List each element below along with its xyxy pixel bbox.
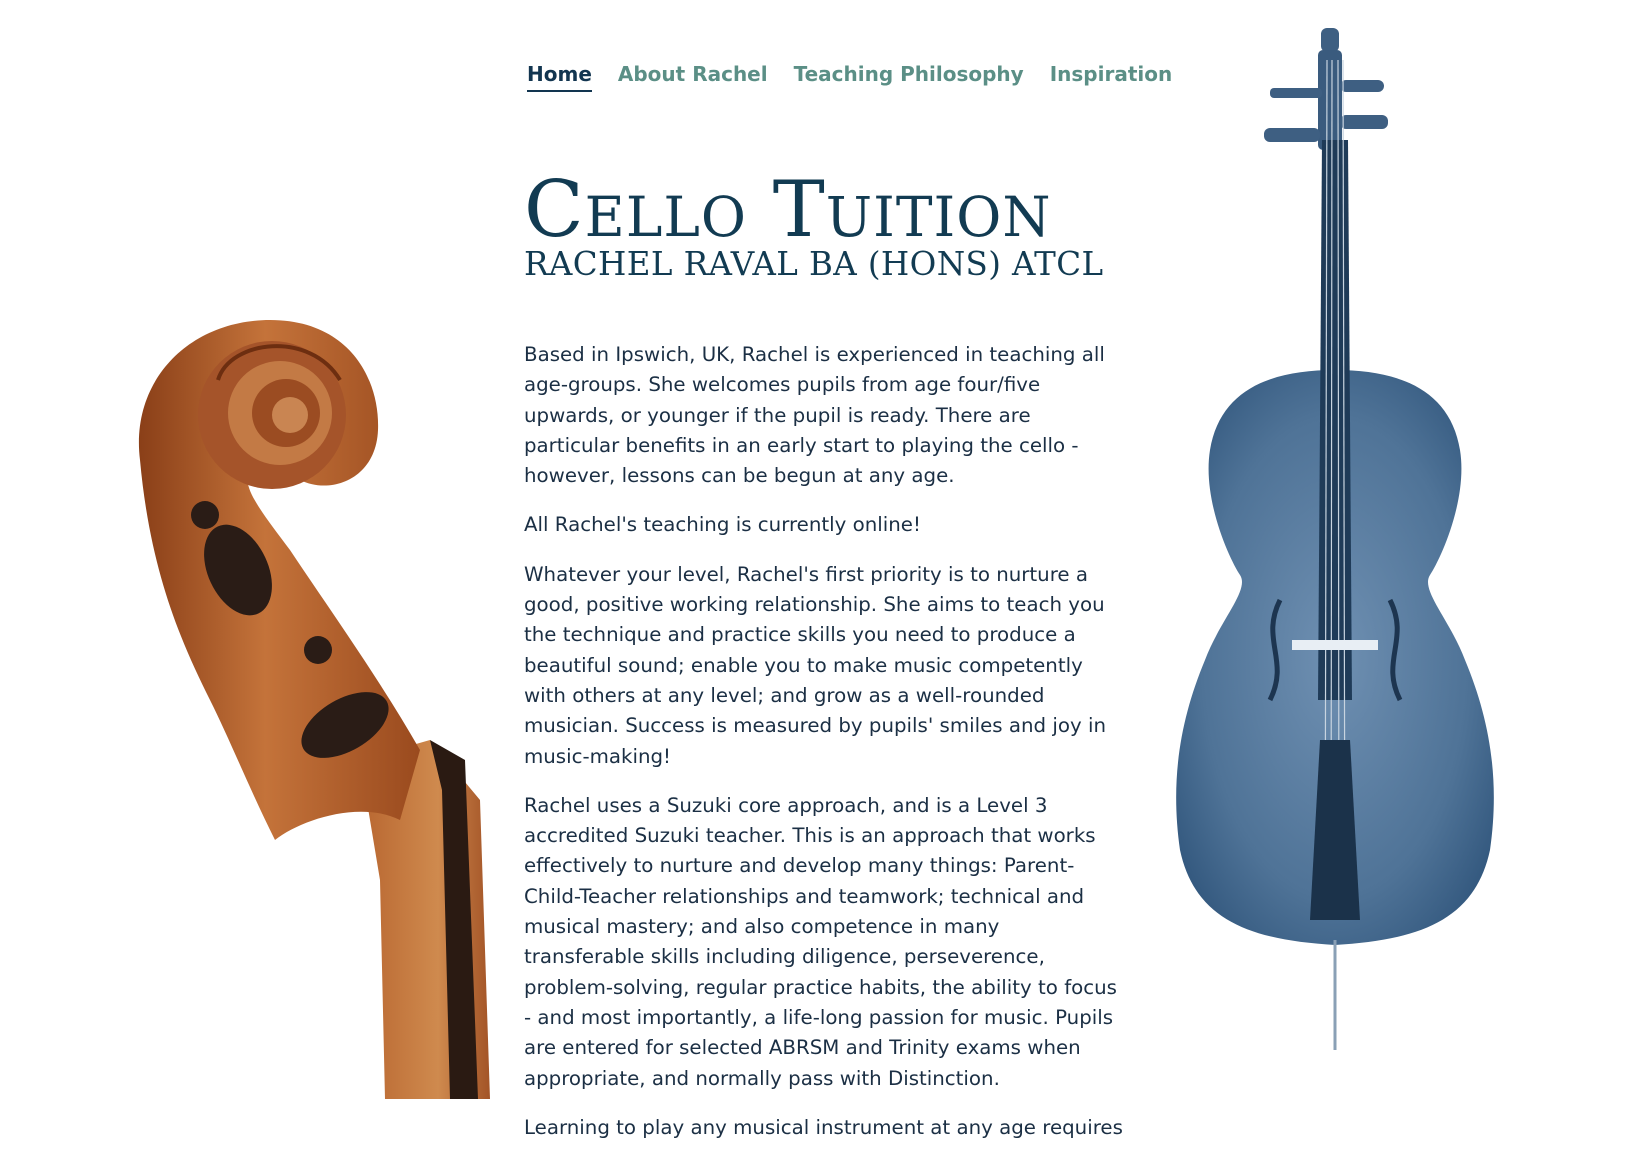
main-nav	[527, 62, 1172, 92]
online-note-paragraph: All Rachel's teaching is currently online!	[524, 513, 921, 537]
nav-item-inspiration[interactable]: Inspiration	[1049, 62, 1173, 86]
learning-paragraph: Learning to play any musical instrument at any age requires	[524, 1115, 1123, 1139]
intro-paragraph: Based in Ipswich, UK, Rachel is experienced in teaching all age-groups. She welcomes pupils from age four/five upwards, or younger if the pupil is ready. There are particular benefits in an early start to playing the cello - however, lessons can be begun at any age.	[524, 343, 1105, 488]
nav-item-teaching-philosophy[interactable]: Teaching Philosophy	[793, 62, 1024, 86]
nav-item-home[interactable]: Home	[527, 62, 592, 92]
nav-item-about-rachel[interactable]: About Rachel	[617, 62, 768, 86]
page-title: Cello Tuition	[524, 165, 1052, 255]
main-content	[524, 340, 1124, 1162]
suzuki-paragraph: Rachel uses a Suzuki core approach, and is a Level 3 accredited Suzuki teacher. This is an approach that works effectively to nurture and develop many things: Parent-Child-Teacher relationships and teamwork; technical and musical mastery; and also competence in many transferable skills including diligence, perseverence, problem-solving, regular practice habits, the ability to focus - and most importantly, a life-long passion for music. Pupils are entered for selected ABRSM and Trinity exams when appropriate, and normally pass with Distinction.	[524, 793, 1117, 1090]
cello-blue-image	[1160, 20, 1510, 1060]
priority-paragraph: Whatever your level, Rachel's first priority is to nurture a good, positive working relationship. She aims to teach you the technique and practice skills you need to produce a beautiful sound; enable you to make music competently with others at any level; and grow as a well-rounded musician. Success is measured by pupils' smiles and joy in music-making!	[524, 562, 1107, 768]
cello-scroll-image	[130, 320, 500, 1099]
page-subtitle: RACHEL RAVAL BA (HONS) ATCL	[524, 245, 1104, 283]
